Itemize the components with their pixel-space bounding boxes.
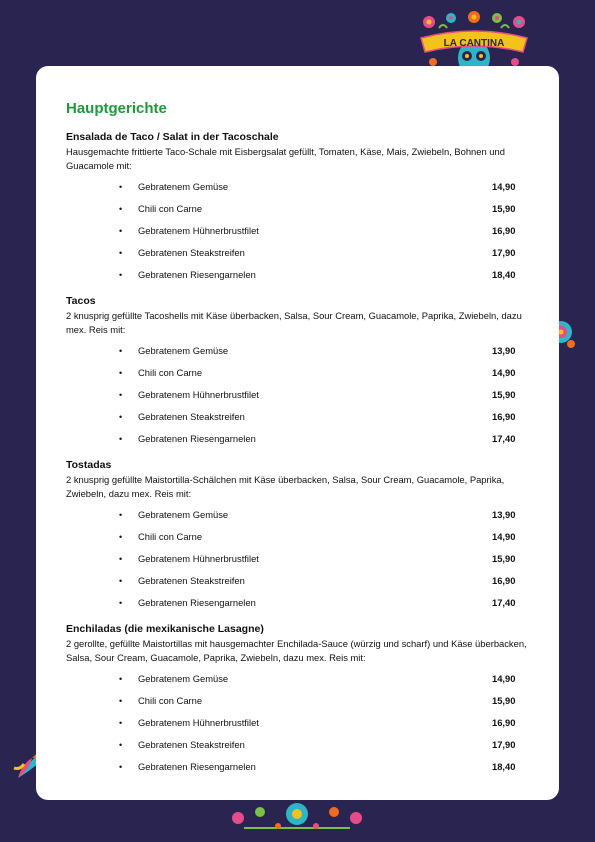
menu-item [66,712,536,734]
menu-item-name: Gebratenem Hühnerbrustfilet [138,553,259,564]
menu-item [66,242,536,264]
section-description: Hausgemachte frittierte Taco-Schale mit Eisbergsalat gefüllt, Tomaten, Käse, Mais, Zwiebeln, Bohnen und Guacamole mit: [66,146,505,171]
menu-item [66,340,536,362]
menu-item-name: Gebratenen Riesengarnelen [138,597,256,608]
menu-item-name: Gebratenem Gemüse [138,509,229,520]
menu-item [66,504,536,526]
menu-item [66,734,536,756]
menu-section [66,131,536,286]
menu-item [66,428,536,450]
menu-item-price: 18,40 [492,269,516,280]
bullet-icon: • [119,554,123,564]
menu-item-price: 18,40 [492,761,516,772]
menu-item-price: 17,90 [492,247,516,258]
section-title: Ensalada de Taco / Salat in der Tacoschale [66,131,279,143]
menu-item [66,384,536,406]
page-heading: Hauptgerichte [66,100,167,117]
menu-item-price: 16,90 [492,717,516,728]
menu-item-price: 14,90 [492,367,516,378]
section-title: Enchiladas (die mexikanische Lasagne) [66,623,264,635]
bullet-icon: • [119,270,123,280]
menu-item-price: 13,90 [492,345,516,356]
menu-item [66,570,536,592]
menu-item-price: 14,90 [492,181,516,192]
bullet-icon: • [119,696,123,706]
menu-item [66,264,536,286]
menu-item [66,548,536,570]
menu-item [66,220,536,242]
menu-item [66,362,536,384]
menu-section [66,295,536,450]
menu-card [36,66,559,800]
bullet-icon: • [119,718,123,728]
section-description: 2 knusprig gefüllte Maistortilla-Schälchen mit Käse überbacken, Salsa, Sour Cream, Guacamole, Paprika, Zwiebeln, dazu mex. Reis mit: [66,474,505,499]
logo-text: LA CANTINA [443,38,505,49]
menu-item-price: 16,90 [492,411,516,422]
menu-item-name: Gebratenen Steakstreifen [138,739,245,750]
bullet-icon: • [119,740,123,750]
bullet-icon: • [119,204,123,214]
menu-item-price: 16,90 [492,575,516,586]
menu-item-price: 15,90 [492,203,516,214]
menu-item-name: Gebratenem Gemüse [138,673,229,684]
menu-item-name: Gebratenen Riesengarnelen [138,433,256,444]
menu-item-name: Chili con Carne [138,695,203,706]
menu-content [66,100,536,787]
menu-item-name: Gebratenen Riesengarnelen [138,269,256,280]
bullet-icon: • [119,762,123,772]
menu-item [66,668,536,690]
bullet-icon: • [119,226,123,236]
menu-item-list [66,668,536,778]
bullet-icon: • [119,346,123,356]
menu-item-price: 16,90 [492,225,516,236]
menu-item-list [66,504,536,614]
section-description: 2 gerollte, gefüllte Maistortillas mit hausgemachter Enchilada-Sauce (würzig und scharf) und Käse überbacken, Salsa, Sour Cream, Guacamole, Paprika, Zwiebeln, dazu mex. Reis mit: [66,638,527,663]
menu-item [66,526,536,548]
menu-item-price: 15,90 [492,389,516,400]
bullet-icon: • [119,412,123,422]
menu-item [66,176,536,198]
menu-item-name: Gebratenem Gemüse [138,181,229,192]
bullet-icon: • [119,510,123,520]
menu-item-name: Gebratenem Gemüse [138,345,229,356]
bullet-icon: • [119,368,123,378]
menu-item-price: 14,90 [492,531,516,542]
menu-item [66,592,536,614]
menu-item-list [66,340,536,450]
menu-item-list [66,176,536,286]
menu-item-name: Gebratenen Steakstreifen [138,411,245,422]
menu-sections [66,131,536,778]
bullet-icon: • [119,576,123,586]
menu-item-price: 15,90 [492,553,516,564]
menu-item-price: 17,40 [492,433,516,444]
menu-item-name: Chili con Carne [138,531,203,542]
menu-item-price: 17,40 [492,597,516,608]
bullet-icon: • [119,434,123,444]
menu-item-name: Chili con Carne [138,203,203,214]
bullet-icon: • [119,598,123,608]
menu-section [66,459,536,614]
menu-item-name: Gebratenen Riesengarnelen [138,761,256,772]
bottom-floral-decoration-icon [224,800,370,834]
menu-item-name: Gebratenen Steakstreifen [138,247,245,258]
menu-item-name: Gebratenem Hühnerbrustfilet [138,389,259,400]
section-title: Tacos [66,295,96,307]
menu-item [66,406,536,428]
section-description: 2 knusprig gefüllte Tacoshells mit Käse überbacken, Salsa, Sour Cream, Guacamole, Paprika, Zwiebeln, dazu mex. Reis mit: [66,310,522,335]
menu-item-price: 17,90 [492,739,516,750]
menu-item-name: Gebratenen Steakstreifen [138,575,245,586]
menu-item [66,690,536,712]
menu-item-name: Chili con Carne [138,367,203,378]
menu-item [66,198,536,220]
bullet-icon: • [119,182,123,192]
bullet-icon: • [119,674,123,684]
menu-section [66,623,536,778]
menu-item-name: Gebratenem Hühnerbrustfilet [138,717,259,728]
section-title: Tostadas [66,459,112,471]
bullet-icon: • [119,248,123,258]
menu-item-price: 14,90 [492,673,516,684]
menu-item-name: Gebratenem Hühnerbrustfilet [138,225,259,236]
bullet-icon: • [119,532,123,542]
menu-item-price: 15,90 [492,695,516,706]
menu-item-price: 13,90 [492,509,516,520]
bullet-icon: • [119,390,123,400]
menu-item [66,756,536,778]
